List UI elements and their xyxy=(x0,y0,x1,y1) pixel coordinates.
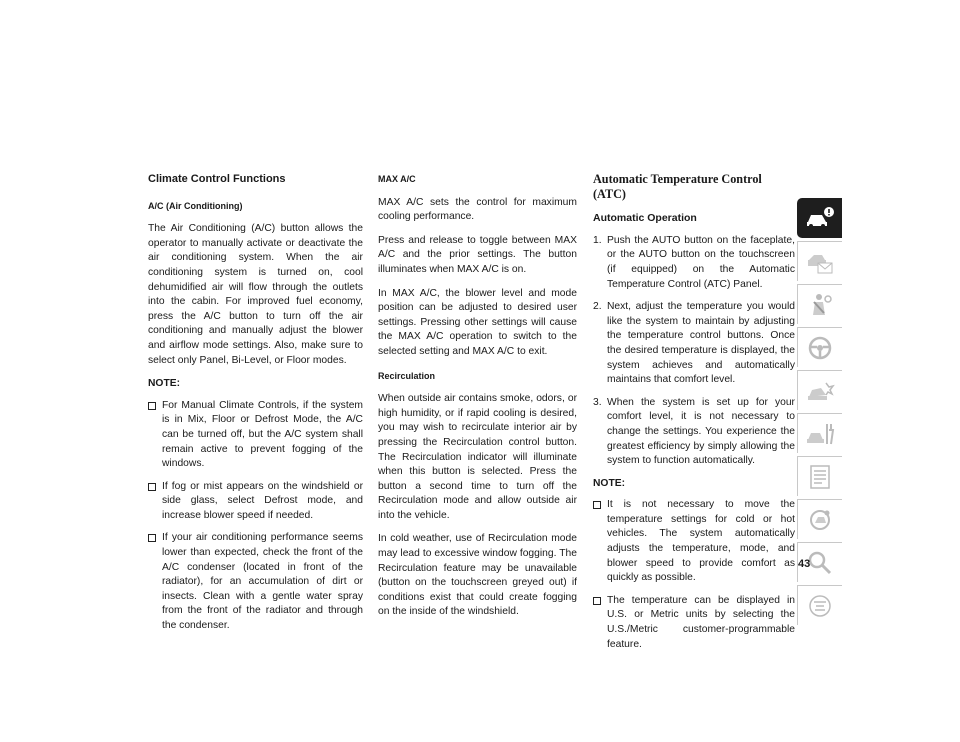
car-info-icon xyxy=(805,204,835,232)
tab-vehicle-info[interactable] xyxy=(797,198,842,238)
right-column xyxy=(593,172,795,660)
steering-wheel-icon xyxy=(805,334,835,362)
left-column xyxy=(148,172,363,642)
paragraph: MAX A/C sets the control for maximum cooling performance. xyxy=(378,196,577,223)
language-icon xyxy=(805,592,835,620)
middle-column xyxy=(378,172,577,629)
list-item: 2. Next, adjust the temperature you would like the system to maintain by adjusting the temperature control buttons. Once the desired temperature is displayed, the system achieves and automatically maintains that comfort level. xyxy=(593,301,795,386)
tab-emergency[interactable] xyxy=(797,370,842,410)
tab-safety[interactable] xyxy=(797,284,842,324)
tab-specifications[interactable] xyxy=(797,456,842,496)
checkbox-bullet-icon xyxy=(593,597,601,605)
subsection-heading: A/C (Air Conditioning) xyxy=(148,200,243,211)
section-heading: Climate Control Functions xyxy=(148,173,286,185)
checkbox-bullet-icon xyxy=(148,534,156,542)
checkbox-bullet-icon xyxy=(148,402,156,410)
checkbox-bullet-icon xyxy=(148,483,156,491)
list-item: It is not necessary to move the temperature settings for cold or hot vehicles. The system automatically adjusts the temperature, mode, and blower speed to provide comfort as quickly as possible. xyxy=(593,498,795,586)
note-label: NOTE: xyxy=(148,378,181,390)
page-number: 43 xyxy=(798,558,811,570)
list-item: 3. When the system is set up for your comfort level, it is not necessary to change the settings. You experience the greatest efficiency by simply allowing the system to function automatically. xyxy=(593,396,795,467)
paragraph: Press and release to toggle between MAX A/C and the prior settings. The button illuminates when MAX A/C is on. xyxy=(378,234,577,275)
subsection-heading: Automatic Operation xyxy=(593,212,697,225)
checklist-icon xyxy=(805,463,835,491)
note-list xyxy=(593,498,795,652)
tab-messages[interactable] xyxy=(797,241,842,281)
envelope-icon xyxy=(805,248,835,276)
list-item: If fog or mist appears on the windshield or side glass, select Defrost mode, and increase blower speed if needed. xyxy=(148,480,363,524)
note-label: NOTE: xyxy=(593,477,626,489)
list-item: If your air conditioning performance seems lower than expected, check the front of the A/C condenser (located in front of the radiator), for an accumulation of dirt or insects. Clean with a gentle water spray from the front of the radiator and through the condenser. xyxy=(148,531,363,633)
paragraph: The Air Conditioning (A/C) button allows the operator to manually activate or deactivate the air conditioning system. When the air conditioning system is turned on, cool dehumidified air will flow through the outlets into the cabin. For improved fuel economy, press the A/C button to turn off the air conditioning and manually adjust the blower and airflow mode settings. Also, make sure to select only Panel, Bi-Level, or Floor modes. xyxy=(148,223,363,366)
subsection-heading: MAX A/C xyxy=(378,174,416,184)
list-item: For Manual Climate Controls, if the system is in Mix, Floor or Defrost Mode, the A/C can be turned off, but the A/C system shall remain active to prevent fogging of the windows. xyxy=(148,399,363,472)
paragraph: In MAX A/C, the blower level and mode position can be adjusted to desired user settings. Pressing other settings will cause the MAX A/C operation to switch to the selected setting and MAX A/C to exit. xyxy=(378,287,577,357)
section-title: Automatic Temperature Control (ATC) xyxy=(593,172,762,201)
tab-multimedia[interactable] xyxy=(797,499,842,539)
paragraph: When outside air contains smoke, odors, or high humidity, or if rapid cooling is desired, you may wish to recirculate interior air by pressing the Recirculation control button. The Recirculation indicator will illuminate when this button is selected. Press the button a second time to turn off the Recirculation mode and allow outside air into the vehicle. xyxy=(378,393,577,521)
tab-driving[interactable] xyxy=(797,327,842,367)
seatbelt-person-icon xyxy=(805,291,835,319)
car-crash-icon xyxy=(805,377,835,405)
car-tools-icon xyxy=(805,420,835,448)
tab-servicing[interactable] xyxy=(797,413,842,453)
tab-languages[interactable] xyxy=(797,585,842,625)
checkbox-bullet-icon xyxy=(593,501,601,509)
note-list xyxy=(148,399,363,634)
list-item: 1. Push the AUTO button on the faceplate, or the AUTO button on the touchscreen (if equipped) on the Automatic Temperature Control (ATC) Panel. xyxy=(593,234,795,290)
microphone-car-icon xyxy=(805,506,835,534)
list-item: The temperature can be displayed in U.S. or Metric units by selecting the U.S./Metric customer-programmable feature. xyxy=(593,594,795,652)
paragraph: In cold weather, use of Recirculation mode may lead to excessive window fogging. The Recirculation feature may be unavailable (button on the touchscreen greyed out) if conditions exist that could create fogging on the inside of the windshield. xyxy=(378,533,577,618)
subsection-heading: Recirculation xyxy=(378,370,436,381)
steps-list xyxy=(593,234,795,469)
